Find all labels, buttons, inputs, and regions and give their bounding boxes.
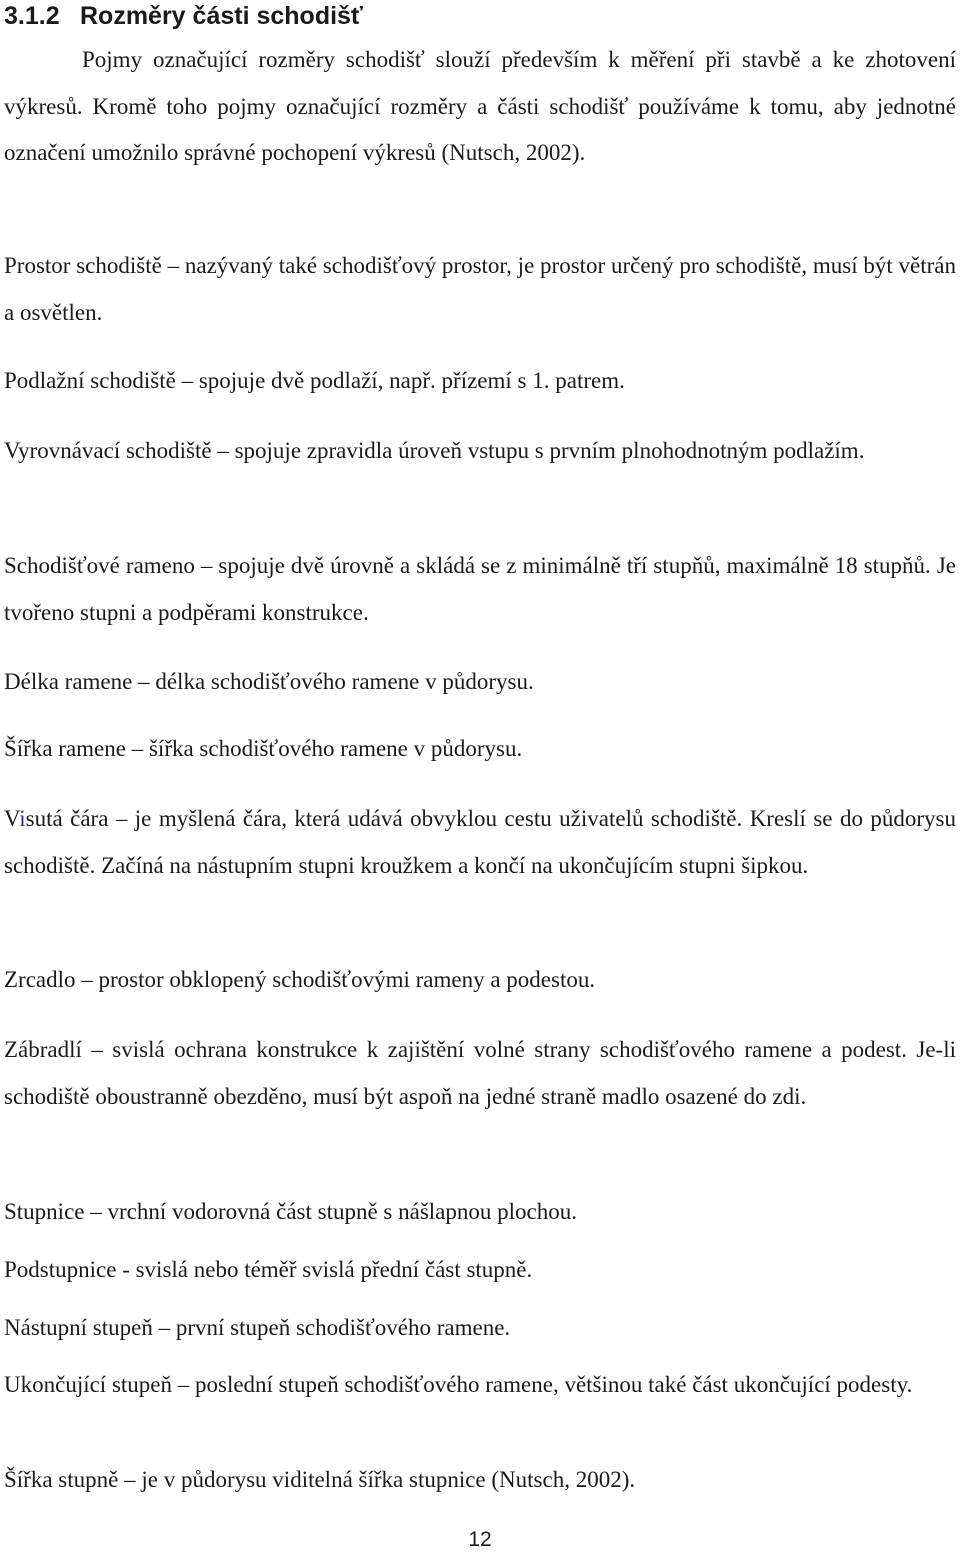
term-sirka-stupne: Šířka stupně – je v půdorysu viditelná šířka stupnice (Nutsch, 2002). — [4, 1467, 636, 1492]
section-number: 3.1.2 — [4, 2, 60, 30]
page-number: 12 — [468, 1528, 492, 1551]
term-podlazni-schodiste: Podlažní schodiště – spojuje dvě podlaží, např. přízemí s 1. patrem. — [4, 368, 625, 393]
term-sirka-ramene: Šířka ramene – šířka schodišťového ramene v půdorysu. — [4, 736, 523, 761]
term-nastupni-stupen: Nástupní stupeň – první stupeň schodišťového ramene. — [4, 1315, 511, 1340]
term-zrcadlo: Zrcadlo – prostor obklopený schodišťovými rameny a podestou. — [4, 967, 596, 992]
term-schodistove-rameno: Schodišťové rameno – spojuje dvě úrovně a skládá se z minimálně tří stupňů, maximálně 18 stupňů. Je tvořeno stupni a podpěrami konstrukce. — [4, 553, 956, 625]
term-ukoncujici-stupen: Ukončující stupeň – poslední stupeň schodišťového ramene, většinou také část ukončující podesty. — [4, 1372, 913, 1397]
intro-paragraph: Pojmy označující rozměry schodišť slouží především k měření při stavbě a ke zhotovení výkresů. Kromě toho pojmy označující rozměry a části schodišť používáme k tomu, aby jednotné označení umožnilo správné pochopení výkresů (Nutsch, 2002). — [4, 47, 956, 165]
term-delka-ramene: Délka ramene – délka schodišťového ramene v půdorysu. — [4, 669, 534, 694]
visuta-first-letter: V — [4, 806, 20, 831]
term-prostor-schodiste: Prostor schodiště – nazývaný také schodišťový prostor, je prostor určený pro schodiště, musí být větrán a osvětlen. — [4, 253, 956, 325]
visuta-rest: sutá čára – je myšlená čára, která udává obvyklou cestu uživatelů schodiště. Kreslí se do půdorysu schodiště. Začíná na nástupním stupni kroužkem a končí na ukončujícím stupni šipkou. — [4, 806, 956, 878]
term-vyrovnavaci-schodiste: Vyrovnávací schodiště – spojuje zpravidla úroveň vstupu s prvním plnohodnotným podlažím. — [4, 438, 865, 463]
term-zabradli: Zábradlí – svislá ochrana konstrukce k zajištění volné strany schodišťového ramene a podest. Je-li schodiště oboustranně obezděno, musí být aspoň na jedné straně madlo osazené do zdi. — [4, 1037, 956, 1109]
term-podstupnice: Podstupnice - svislá nebo téměř svislá přední část stupně. — [4, 1257, 533, 1282]
term-stupnice: Stupnice – vrchní vodorovná část stupně s nášlapnou plochou. — [4, 1199, 577, 1224]
term-visuta-cara — [4, 796, 956, 889]
visuta-accent-letter: i — [19, 806, 26, 831]
section-title: Rozměry části schodišť — [80, 2, 363, 30]
section-heading — [4, 0, 363, 32]
